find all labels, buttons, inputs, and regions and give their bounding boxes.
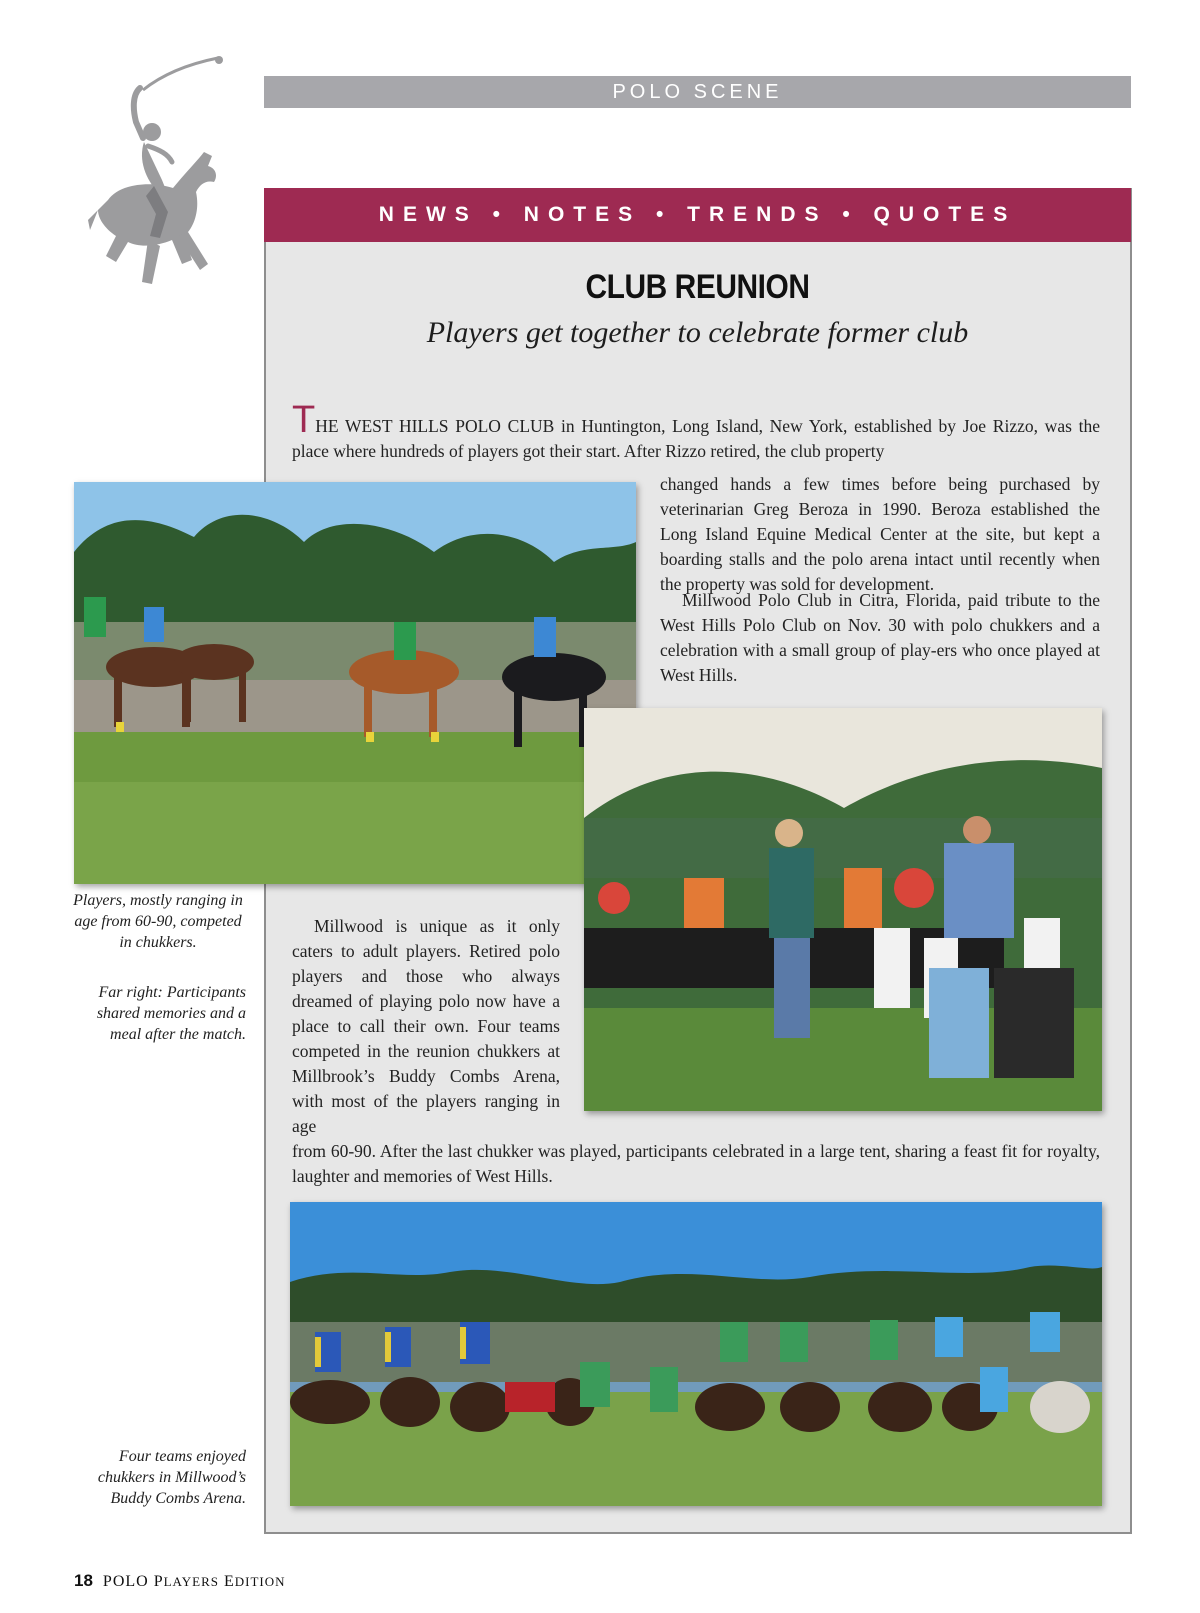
photo-players-chukker [74,482,636,884]
page-number: 18 [74,1571,93,1590]
publication-name-3b: DITION [234,1574,286,1589]
article-intro-paragraph [292,399,1100,464]
article-millwood-unique: Millwood is unique as it only caters to adult players. Retired polo players and those who always dreamed of playing polo now have a place to call their own. Four teams competed in the reunion chukkers at Millbrook’s Buddy Combs Arena, with most of the players ranging in age [292,916,560,1136]
page-footer [74,1571,286,1591]
article-millwood-unique-end: from 60-90. After the last chukker was played, participants celebrated in a large tent, sharing a feast fit for royalty, laughter and memories of West Hills. [292,1141,1100,1186]
article-millwood-tribute: Millwood Polo Club in Citra, Florida, paid tribute to the West Hills Polo Club on Nov. 30 with polo chukkers and a celebration with a small group of play-ers who once played at West Hills. [660,590,1100,685]
caption-tent: Far right: Participants shared memories and a meal after the match. [96,984,246,1043]
photo-tent-illustration [584,708,1102,1111]
article-intro-continued: changed hands a few times before being purchased by veterinarian Greg Beroza in 1990. Beroza established the Long Island Equine Medical Center at the site, but kept a boarding stalls and the polo arena intact until recently when the property was sold for development. [660,474,1100,594]
drop-cap: T [292,399,316,441]
polo-player-logo-icon [88,50,228,295]
intro-caps: HE WEST HILLS POLO CLUB [315,416,555,436]
publication-name-2a: P [153,1573,164,1590]
photo-players-illustration [74,482,636,884]
subheadline: Players get together to celebrate former club [426,316,969,349]
photo-teams-illustration [290,1202,1102,1506]
publication-name-2b: LAYERS [163,1574,219,1589]
headline: CLUB REUNION [585,268,810,306]
news-notes-bar: NEWS • NOTES • TRENDS • QUOTES [264,188,1131,242]
photo-tent-meal [584,708,1102,1111]
section-label: POLO SCENE [264,76,1131,108]
caption-players: Players, mostly ranging in age from 60-90, competed in chukkers. [73,892,243,951]
publication-name-3a: E [223,1573,235,1590]
publication-name-1: POLO [102,1573,149,1590]
photo-teams-lineup [290,1202,1102,1506]
intro-text: in Huntington, Long Island, New York, established by Joe Rizzo, was the place where hundreds of players got their start. After Rizzo retired, the club property [292,416,1100,461]
caption-teams: Four teams enjoyed chukkers in Millwood’s Buddy Combs Arena. [97,1448,246,1507]
